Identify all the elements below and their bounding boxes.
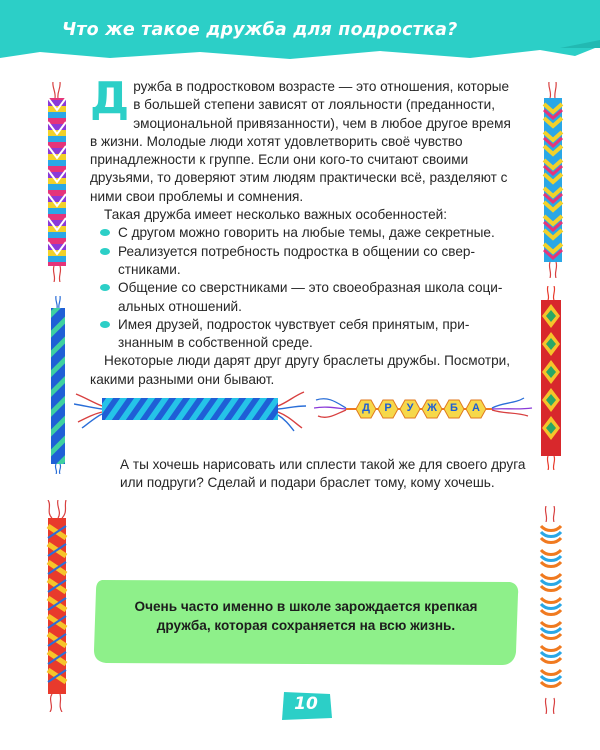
features-lead: Такая дружба имеет несколько важных особенностей: [104, 207, 448, 223]
bead-letter: Ж [427, 402, 437, 414]
bead-letter: Р [384, 402, 392, 414]
side-bracelet-illustration [40, 500, 74, 712]
article-body [90, 73, 520, 389]
side-bracelet-illustration [44, 82, 70, 282]
cta-paragraph: А ты хочешь нарисовать или сплести такой же для своего друга или подруги? Сделай и подари браслет тому, кому хочешь. [120, 457, 526, 491]
list-item: Имея друзей, подросток чувствует себя принятым, признанным в собственной среде. [90, 316, 520, 353]
bead-bracelet-illustration [314, 386, 534, 432]
list-item: Общение со сверстниками — это своеобразная школа социальных отношений. [90, 279, 520, 316]
intro-paragraph [90, 73, 520, 206]
bead-letter: А [472, 402, 480, 414]
bracelets-paragraph: Некоторые люди дарят друг другу браслеты дружбы. Посмотри, какими разными они бывают. [90, 353, 511, 387]
bullet-icon [100, 284, 110, 291]
intro-text: ружба в подростковом возрасте — это отношения, которые в большей степени зависят от лояльности (преданности, эмоциональной привязанности), чем в любое другое время в жизни. Молодые люди хотят удовлетворить своё чувство принадлежности к группе. Если они кого-то считают своими друзьями, то доверяют этим людям практически всё, разделяют с ними свои проблемы и сомнения. [90, 79, 511, 204]
bead-letter: У [406, 402, 414, 414]
bead-letter: Б [450, 402, 458, 414]
list-item: С другом можно говорить на любые темы, даже секретные. [90, 224, 520, 242]
bullet-icon [100, 321, 110, 328]
features-list [90, 224, 520, 352]
bead-letter: Д [362, 402, 370, 414]
side-bracelet-illustration [540, 82, 566, 278]
page-title: Что же такое дружба для подростка? [62, 20, 458, 40]
side-bracelet-illustration [536, 286, 566, 470]
bullet-icon [100, 229, 110, 236]
page-number: 10 [294, 694, 318, 714]
drop-cap: Д [90, 73, 130, 124]
side-bracelet-illustration [46, 296, 70, 474]
bullet-icon [100, 248, 110, 255]
striped-bracelet-illustration [74, 384, 306, 432]
callout-text: Очень часто именно в школе зарождается крепкая дружба, которая сохраняется на всю жизнь. [134, 599, 478, 633]
side-bracelet-illustration [536, 506, 566, 714]
list-item: Реализуется потребность подростка в общении со сверстниками. [90, 243, 520, 280]
